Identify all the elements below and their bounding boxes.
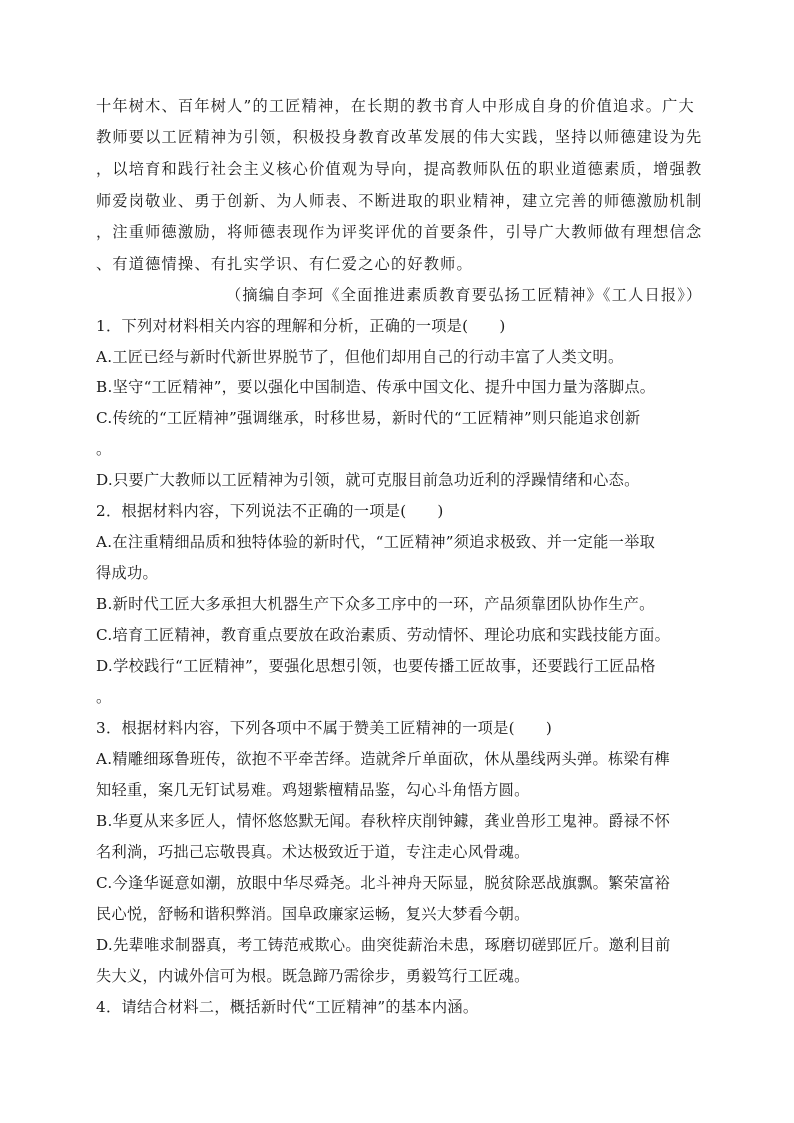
option-a-continued: 知轻重，案几无钉试易难。鸡翅紫檀精品鉴，勾心斗角悟方圆。 [96,781,530,799]
passage-line: 、有道德情操、有扎实学识、有仁爱之心的好教师。 [96,255,473,273]
passage-line: 教师要以工匠精神为引领，积极投身教育改革发展的伟大实践，坚持以师德建设为先 [96,128,702,146]
option-c: C.培育工匠精神，教育重点要放在政治素质、劳动情怀、理论功底和实践技能方面。 [96,626,671,644]
option-c-continued: 。 [96,440,112,458]
option-c: C.传统的“工匠精神”强调继承，时移世易，新时代的“工匠精神”则只能追求创新 [96,409,641,427]
option-b-continued: 名利淌，巧拙己忘敬畏真。术达极致近于道，专注走心风骨魂。 [96,843,530,861]
question-stem: 4．请结合材料二，概括新时代“工匠精神”的基本内涵。 [96,998,479,1016]
passage-line: 十年树木、百年树人”的工匠精神，在长期的教书育人中形成自身的价值追求。广大 [96,97,695,115]
option-a-continued: 得成功。 [96,564,158,582]
option-d: D.先辈唯求制器真，考工铸范戒欺心。曲突徙薪治未患，琢磨切磋郢匠斤。邀利目前 [96,936,671,954]
passage-source: （摘编自李珂《全面推进素质教育要弘扬工匠精神》《工人日报》） [226,286,703,304]
option-b: B.坚守“工匠精神”，要以强化中国制造、传承中国文化、提升中国力量为落脚点。 [96,378,656,396]
option-d: D.只要广大教师以工匠精神为引领，就可克服目前急功近利的浮躁情绪和心态。 [96,471,640,489]
option-a: A.工匠已经与新时代新世界脱节了，但他们却用自己的行动丰富了人类文明。 [96,348,624,366]
option-d-continued: 失大义，内诚外信可为根。既急蹄乃需徐步，勇毅笃行工匠魂。 [96,967,530,985]
option-d-continued: 。 [96,688,112,706]
question-stem: 2．根据材料内容，下列说法不正确的一项是( ) [96,502,444,520]
option-c: C.今逢华诞意如潮，放眼中华尽舜尧。北斗神舟天际显，脱贫除恶战旗飘。繁荣富裕 [96,874,671,892]
option-a: A.在注重精细品质和独特体验的新时代，“工匠精神”须追求极致、并一定能一举取 [96,533,656,551]
passage-line: ，以培育和践行社会主义核心价值观为导向，提高教师队伍的职业道德素质，增强教 [96,160,702,178]
passage-line: ，注重师德激励，将师德表现作为评奖评优的首要条件，引导广大教师做有理想信念 [96,223,702,241]
option-b: B.华夏从来多匠人，情怀悠悠默无闻。春秋梓庆削钟鐻，龚业兽形工鬼神。爵禄不怀 [96,812,671,830]
option-a: A.精雕细琢鲁班传，欲抱不平牵苦绎。造就斧斤单面砍，休从墨线两头弹。栋梁有榫 [96,750,670,768]
question-stem: 1．下列对材料相关内容的理解和分析，正确的一项是( ) [96,317,506,335]
question-stem: 3．根据材料内容，下列各项中不属于赞美工匠精神的一项是( ) [96,719,553,737]
option-c-continued: 民心悦，舒畅和谐积弊消。国阜政廉家运畅，复兴大梦看今朝。 [96,905,530,923]
passage-line: 师爱岗敬业、勇于创新、为人师表、不断进取的职业精神，建立完善的师德激励机制 [96,192,702,210]
option-d: D.学校践行“工匠精神”，要强化思想引领，也要传播工匠故事，还要践行工匠品格 [96,657,656,675]
option-b: B.新时代工匠大多承担大机器生产下众多工序中的一环，产品须靠团队协作生产。 [96,595,655,613]
